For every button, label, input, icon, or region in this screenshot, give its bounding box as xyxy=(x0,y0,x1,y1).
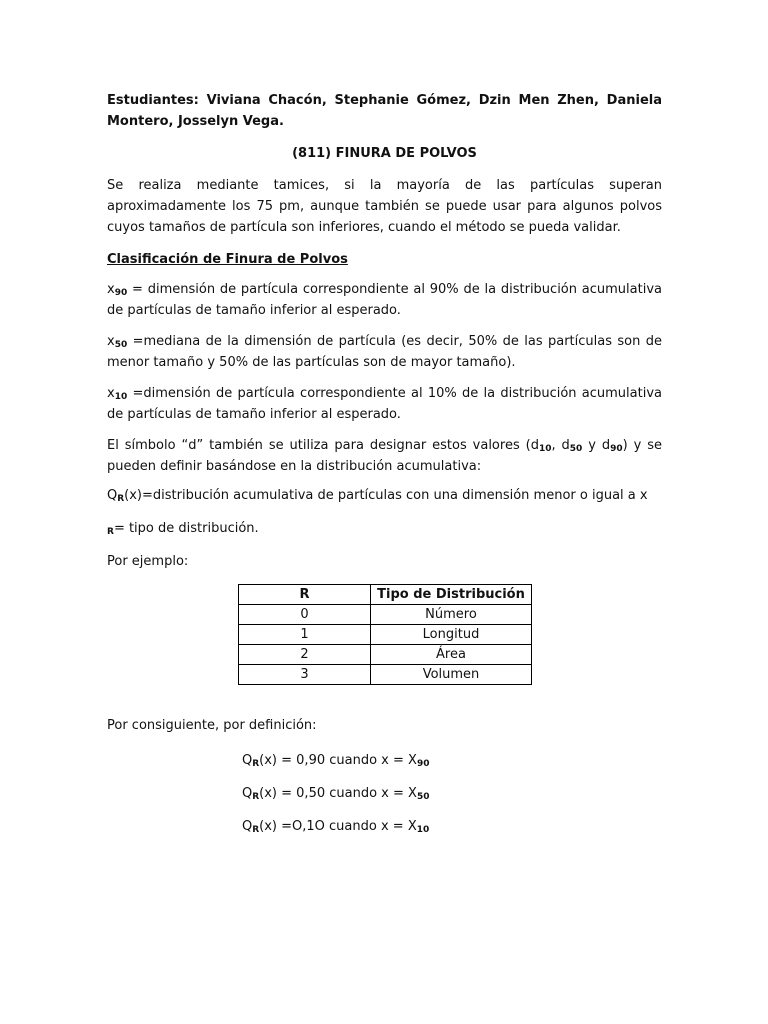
students-names: Viviana Chacón, Stephanie Gómez, Dzin Men Zhen, Daniela Montero, Josselyn Vega. xyxy=(107,93,662,129)
intro-paragraph: Se realiza mediante tamices, si la mayoría de las partículas superan aproximadamente los 75 pm, aunque también se puede usar para algunos polvos cuyos tamaños de partícula son inferiores, cuando el método se pueda validar. xyxy=(107,178,662,235)
cell-type: Longitud xyxy=(371,625,532,645)
cell-r: 2 xyxy=(239,645,371,665)
q-symbol: Q xyxy=(242,786,253,801)
formula-text: (x) = 0,50 cuando x = X xyxy=(259,786,417,801)
subscript: R xyxy=(107,527,114,537)
document-title: (811) FINURA DE POLVOS xyxy=(292,146,477,161)
variable: x xyxy=(107,334,115,349)
subscript: 50 xyxy=(114,340,128,350)
r-definition xyxy=(107,518,662,539)
text-fragment: y d xyxy=(582,438,611,453)
definition-text: =mediana de la dimensión de partícula (es decir, 50% de las partículas son de menor tamaño y 50% de las partículas son de mayor tamaño). xyxy=(107,334,662,370)
section-heading: Clasificación de Finura de Polvos xyxy=(107,252,348,267)
definition-text: (x)=distribución acumulativa de partículas con una dimensión menor o igual a x xyxy=(124,488,648,503)
header-r: R xyxy=(239,585,371,605)
definition-x50 xyxy=(107,331,662,373)
q-symbol: Q xyxy=(242,753,253,768)
variable: x xyxy=(107,282,115,297)
cell-type: Volumen xyxy=(371,665,532,685)
subscript: 90 xyxy=(610,444,623,454)
definition-text: =dimensión de partícula correspondiente al 10% de la distribución acumulativa de partículas de tamaño inferior al esperado. xyxy=(107,386,662,422)
definition-x10 xyxy=(107,383,662,425)
formula-text: (x) = 0,90 cuando x = X xyxy=(259,753,417,768)
table-row xyxy=(239,645,532,665)
subscript: 50 xyxy=(569,444,583,454)
subscript: 90 xyxy=(114,288,128,298)
subscript: 10 xyxy=(538,444,552,454)
cell-r: 1 xyxy=(239,625,371,645)
text-fragment: , d xyxy=(551,438,570,453)
subscript: R xyxy=(252,792,260,802)
table-row xyxy=(239,605,532,625)
cell-type: Número xyxy=(371,605,532,625)
cell-r: 0 xyxy=(239,605,371,625)
d-symbol-paragraph xyxy=(107,435,662,477)
cell-r: 3 xyxy=(239,665,371,685)
document-page xyxy=(107,90,662,849)
table-row xyxy=(239,665,532,685)
formula-50 xyxy=(242,783,662,804)
definition-text: = tipo de distribución. xyxy=(113,521,259,536)
subscript: R xyxy=(252,759,260,769)
table-row xyxy=(239,625,532,645)
formula-90 xyxy=(242,750,662,771)
subscript: 50 xyxy=(416,792,430,802)
header-type: Tipo de Distribución xyxy=(371,585,532,605)
formula-text: (x) =O,1O cuando x = X xyxy=(259,819,417,834)
table-header-row xyxy=(239,585,532,605)
subscript: R xyxy=(252,825,260,835)
text-fragment: El símbolo “d” también se utiliza para designar estos valores (d xyxy=(107,438,539,453)
subscript: R xyxy=(117,494,125,504)
consequently-label: Por consiguiente, por definición: xyxy=(107,718,317,733)
definition-text: = dimensión de partícula correspondiente al 90% de la distribución acumulativa de partículas de tamaño inferior al esperado. xyxy=(107,282,662,318)
text-fragment: ) y se pueden definir basándose en la distribución acumulativa: xyxy=(107,438,662,474)
variable: x xyxy=(107,386,115,401)
q-symbol: Q xyxy=(107,488,118,503)
subscript: 10 xyxy=(114,392,128,402)
subscript: 10 xyxy=(416,825,430,835)
qr-definition xyxy=(107,485,662,506)
students-label: Estudiantes: xyxy=(107,93,199,108)
definition-x90 xyxy=(107,279,662,321)
students-line xyxy=(107,90,662,132)
cell-type: Área xyxy=(371,645,532,665)
example-label: Por ejemplo: xyxy=(107,554,189,569)
q-symbol: Q xyxy=(242,819,253,834)
distribution-table xyxy=(238,584,532,685)
formula-10 xyxy=(242,816,662,837)
subscript: 90 xyxy=(416,759,430,769)
